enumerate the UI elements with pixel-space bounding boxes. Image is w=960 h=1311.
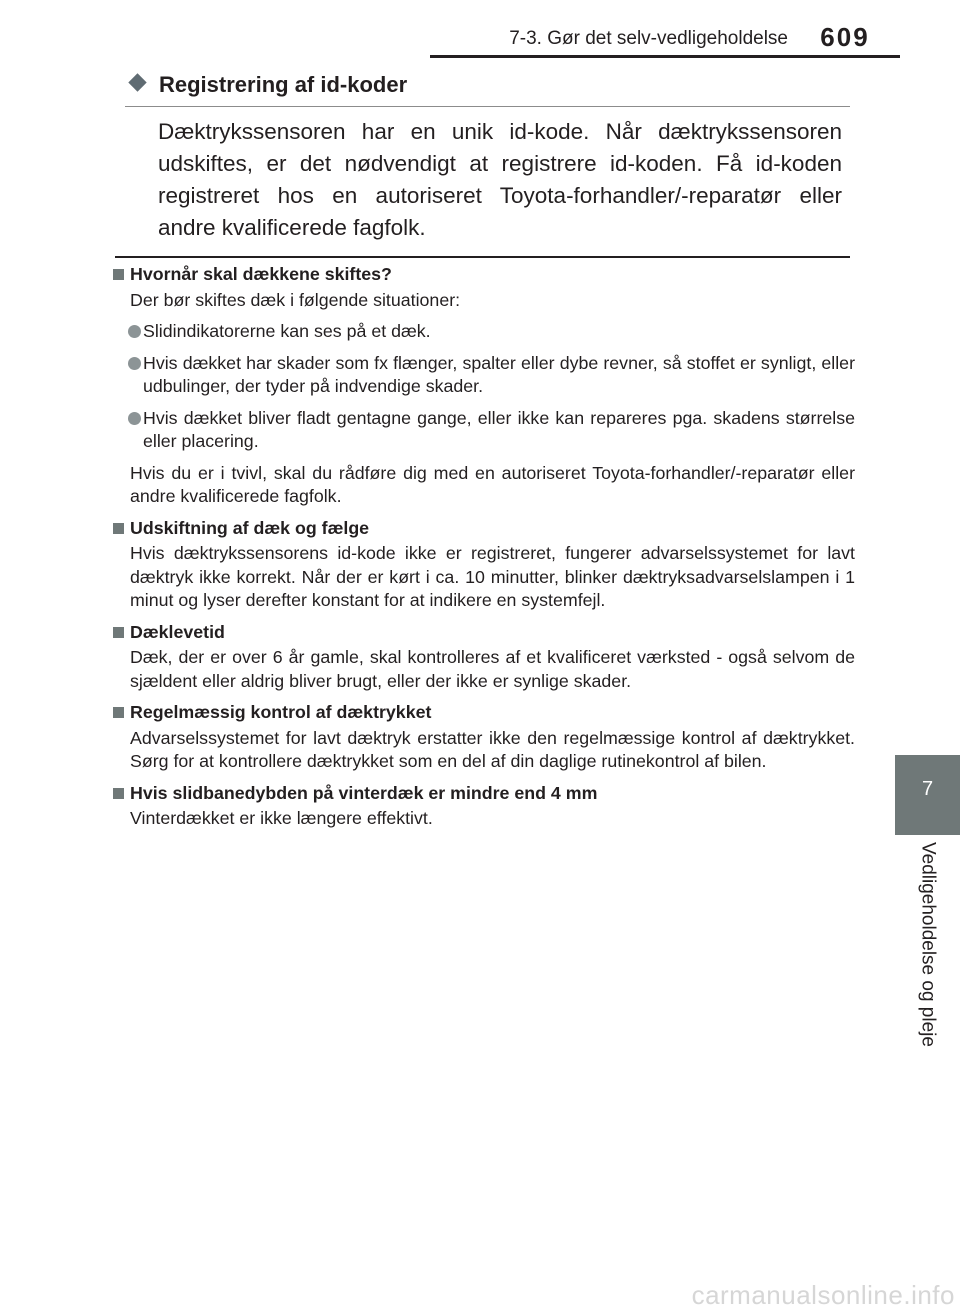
list-item [113,407,855,454]
note-heading-text: Regelmæssig kontrol af dæktrykket [130,702,432,722]
section-heading [125,70,850,107]
square-bullet-icon [113,523,124,534]
square-bullet-icon [113,788,124,799]
section-title: Registrering af id-koder [159,72,408,97]
list-item [113,320,855,344]
round-bullet-icon [128,325,141,338]
note-heading [113,782,855,806]
note-text: Der bør skiftes dæk i følgende situationer: [130,289,461,310]
watermark: carmanualsonline.info [691,1280,955,1310]
note-text: Advarselssystemet for lavt dæktryk erstatter ikke den regelmæssige kontrol af dæktrykket. Sørg for at kontrollere dæktrykket som en del af din daglige rutinekontrol af bilen. [130,727,855,771]
chapter-side-label [895,842,960,1082]
note-text: Dæk, der er over 6 år gamle, skal kontrolleres af et kvalificeret værksted - også selvom de sjældent eller aldrig bliver brugt, eller der ikke er synlige skader. [130,647,855,691]
chapter-tab: 7 [895,755,960,835]
list-item [113,352,855,399]
header-divider [430,55,900,58]
page-number: 609 [820,22,870,52]
section-intro: Dæktrykssensoren har en unik id-kode. Når dæktrykssensoren udskiftes, er det nødvendigt at registrere id-koden. Få id-koden registreret hos en autoriseret Toyota-forhandler/-reparatør eller andre kvalificerede fagfolk. [158,119,842,240]
note-heading [113,621,855,645]
note-heading [113,517,855,541]
note-heading-text: Hvornår skal dækkene skiftes? [130,264,392,284]
note-text: Vinterdækket er ikke længere effektivt. [130,808,433,828]
square-bullet-icon [113,269,124,280]
diamond-icon [128,73,146,91]
list-item-text: Hvis dækket bliver fladt gentagne gange, eller ikke kan repareres pga. skadens størrelse eller placering. [143,407,855,451]
list-item-text: Slidindikatorerne kan ses på et dæk. [143,321,431,341]
round-bullet-icon [128,357,141,370]
note-heading [113,701,855,725]
list-item-text: Hvis dækket har skader som fx flænger, spalter eller dybe revner, så stoffet er synligt, eller udbulinger, der tyder på indvendige skader. [143,352,855,396]
square-bullet-icon [113,627,124,638]
note-text: Hvis dæktrykssensorens id-kode ikke er registreret, fungerer advarselssystemet for lavt dæktryk ikke korrekt. Når der er kørt i ca. 10 minutter, blinker dæktryksadvarselslampen i 1 minut og lyser derefter konstant for at indikere en systemfejl. [130,543,855,610]
notes-block [113,263,855,831]
note-text: Hvis du er i tvivl, skal du rådføre dig med en autoriseret Toyota-forhandler/-reparatør eller andre kvalificerede fagfolk. [130,462,855,506]
round-bullet-icon [128,412,141,425]
note-heading [113,263,855,287]
section-divider [115,256,850,258]
chapter-title: Vedligeholdelse og pleje [917,842,939,1047]
note-heading-text: Udskiftning af dæk og fælge [130,517,370,538]
running-header: 7-3. Gør det selv-vedligeholdelse [509,28,788,49]
square-bullet-icon [113,707,124,718]
note-heading-text: Hvis slidbanedybden på vinterdæk er mindre end 4 mm [130,782,598,803]
note-heading-text: Dæklevetid [130,621,225,642]
